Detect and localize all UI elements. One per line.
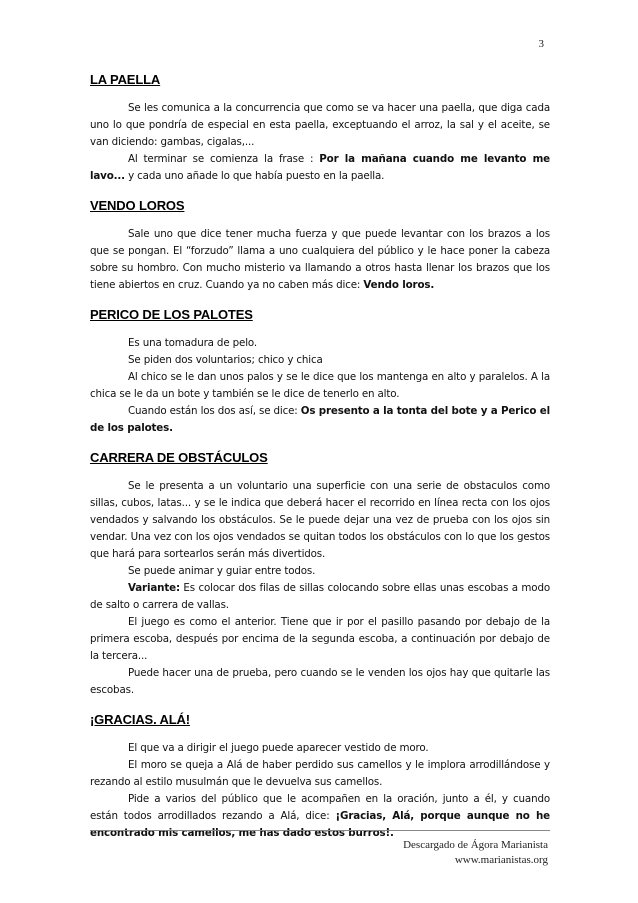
paragraph: Se puede animar y guiar entre todos. xyxy=(128,565,316,577)
text-run: Cuando están los dos así, se dice: xyxy=(128,405,301,417)
text-run: Es colocar dos filas de sillas colocando sobre ellas unas escobas a modo de salto o carrera de vallas. xyxy=(90,582,550,611)
paragraph xyxy=(90,226,550,294)
footer xyxy=(403,838,548,868)
paragraph: Puede hacer una de prueba, pero cuando se le venden los ojos hay que quitarle las escobas. xyxy=(90,667,550,696)
bold-phrase: Variante: xyxy=(128,582,180,594)
bold-phrase: ¡Gracias, Alá, porque aunque no he encontrado mis camellos, me has dado estos burros!. xyxy=(90,810,551,839)
paragraph: El juego es como el anterior. Tiene que ir por el pasillo pasando por debajo de la primera escoba, después por encima de la segunda escoba, a continuación por debajo de la tercera... xyxy=(90,616,550,662)
section-heading: VENDO LOROS xyxy=(90,198,185,213)
section-gracias xyxy=(90,712,550,842)
paragraph: Se les comunica a la concurrencia que como se va hacer una paella, que diga cada uno lo que pondría de especial en esta paella, exceptuando el arroz, la sal y el aceite, se van diciendo: gambas, cigalas,... xyxy=(90,102,550,148)
bold-phrase: Por la mañana cuando me levanto me lavo... xyxy=(90,153,551,182)
paragraph xyxy=(90,403,550,437)
footer-divider xyxy=(90,830,550,831)
paragraph: Es una tomadura de pelo. xyxy=(128,337,258,349)
paragraph xyxy=(90,580,550,614)
section-heading: ¡GRACIAS. ALÁ! xyxy=(90,712,190,727)
text-run: Pide a varios del público que le acompañen en la oración, junto a él, y cuando están todos arrodillados rezando a Alá, dice: xyxy=(90,793,550,822)
page-number: 3 xyxy=(538,38,544,50)
paragraph: Al chico se le dan unos palos y se le dice que los mantenga en alto y paralelos. A la chica se le da un bote y también se le dice de tenerlo en alto. xyxy=(90,371,550,400)
text-run: y cada uno añade lo que había puesto en la paella. xyxy=(124,170,385,182)
section-loros xyxy=(90,198,550,294)
paragraph: Se piden dos voluntarios; chico y chica xyxy=(128,354,323,366)
section-paella xyxy=(90,72,550,185)
paragraph xyxy=(90,791,550,842)
footer-website: www.marianistas.org xyxy=(454,854,548,866)
footer-source: Descargado de Ágora Marianista xyxy=(403,839,548,851)
paragraph: El que va a dirigir el juego puede aparecer vestido de moro. xyxy=(128,742,429,754)
bold-phrase: Vendo loros. xyxy=(363,279,435,291)
section-perico xyxy=(90,307,550,437)
paragraph: El moro se queja a Alá de haber perdido sus camellos y le implora arrodillándose y rezando al estilo musulmán que le devuelva sus camellos. xyxy=(90,759,550,788)
section-heading: PERICO DE LOS PALOTES xyxy=(90,307,253,322)
section-heading: LA PAELLA xyxy=(90,72,161,87)
paragraph: Se le presenta a un voluntario una superficie con una serie de obstaculos como sillas, cubos, latas... y se le indica que deberá hacer el recorrido en línea recta con los ojos vendados y salvando los obstáculos. Se le puede dejar una vez de prueba con los ojos sin vendar. Una vez con los ojos vendados se quitan todos los obstáculos con lo que los gestos que hará para sortearlos serán más divertidos. xyxy=(90,480,550,560)
section-carrera xyxy=(90,450,550,699)
text-run: Sale uno que dice tener mucha fuerza y que puede levantar con los brazos a los que se pongan. El “forzudo” llama a uno cualquiera del público y le hace poner la cabeza sobre su hombro. Con mucho misterio va llamando a otros hasta llenar los brazos que los tiene abiertos en cruz. Cuando ya no caben más dice: xyxy=(90,228,550,291)
section-heading: CARRERA DE OBSTÁCULOS xyxy=(90,450,268,465)
document-body xyxy=(90,72,550,848)
paragraph xyxy=(90,151,550,185)
text-run: Al terminar se comienza la frase : xyxy=(128,153,320,165)
bold-phrase: Os presento a la tonta del bote y a Perico el de los palotes. xyxy=(90,405,551,434)
